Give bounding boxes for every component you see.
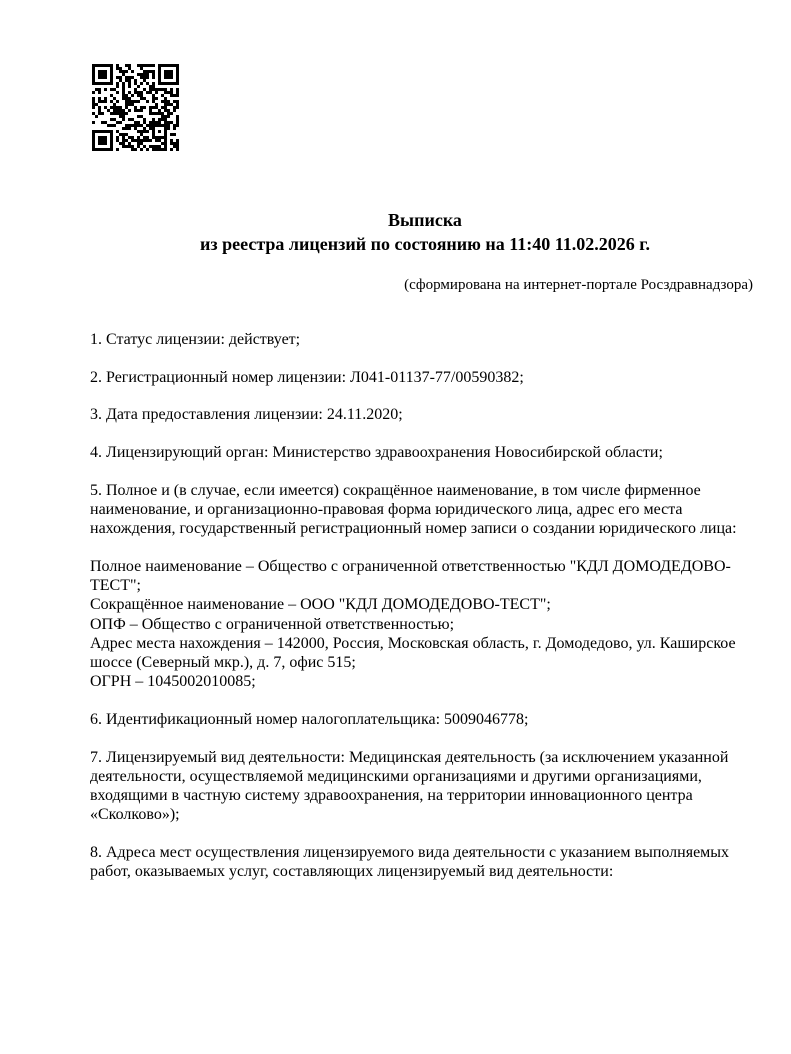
paragraph-line: ОПФ – Общество с ограниченной ответственностью; bbox=[90, 615, 455, 633]
paragraph-line: ОГРН – 1045002010085; bbox=[90, 673, 256, 691]
paragraph-line: 5. Полное и (в случае, если имеется) сокращённое наименование, в том числе фирменное наименование, и организационно-правовая форма юридического лица, адрес его места нахождения, государственный регистрационный номер записи о создании юридического лица: bbox=[90, 481, 737, 538]
document-title-line1: Выписка bbox=[388, 210, 462, 230]
generated-note: (сформирована на интернет-портале Росздравнадзора) bbox=[404, 277, 753, 293]
paragraph bbox=[90, 405, 754, 424]
paragraph bbox=[90, 443, 754, 462]
document-title-line2: из реестра лицензий по состоянию на 11:40 11.02.2026 г. bbox=[200, 233, 650, 254]
document-body bbox=[90, 330, 754, 900]
paragraph bbox=[90, 368, 754, 387]
paragraph bbox=[90, 557, 754, 691]
paragraph-line: 1. Статус лицензии: действует; bbox=[90, 331, 301, 348]
paragraph-line: 2. Регистрационный номер лицензии: Л041-01137-77/00590382; bbox=[90, 368, 524, 386]
paragraph-line: 6. Идентификационный номер налогоплательщика: 5009046778; bbox=[90, 710, 529, 728]
paragraph-line: 7. Лицензируемый вид деятельности: Медицинская деятельность (за исключением указанной деятельности, осуществляемой медицинскими организациями и другими организациями, входящими в частную систему здравоохранения, на территории инновационного центра «Сколково»); bbox=[90, 748, 729, 824]
paragraph-line: 4. Лицензирующий орган: Министерство здравоохранения Новосибирской области; bbox=[90, 444, 663, 462]
paragraph-line: Сокращённое наименование – ООО "КДЛ ДОМОДЕДОВО-ТЕСТ"; bbox=[90, 596, 551, 614]
paragraph bbox=[90, 710, 754, 729]
paragraph-line: Полное наименование – Общество с ограниченной ответственностью "КДЛ ДОМОДЕДОВО-ТЕСТ"; bbox=[90, 557, 731, 595]
document-title bbox=[90, 209, 760, 256]
paragraph bbox=[90, 843, 754, 881]
paragraph-line: 3. Дата предоставления лицензии: 24.11.2020; bbox=[90, 406, 403, 424]
qr-code-icon bbox=[92, 64, 179, 151]
paragraph bbox=[90, 748, 754, 825]
paragraph-line: Адрес места нахождения – 142000, Россия, Московская область, г. Домодедово, ул. Каширское шоссе (Северный мкр.), д. 7, офис 515; bbox=[90, 634, 736, 671]
paragraph-line: 8. Адреса мест осуществления лицензируемого вида деятельности с указанием выполняемых работ, оказываемых услуг, составляющих лицензируемый вид деятельности: bbox=[90, 843, 730, 881]
paragraph bbox=[90, 481, 754, 539]
paragraph bbox=[90, 330, 754, 349]
